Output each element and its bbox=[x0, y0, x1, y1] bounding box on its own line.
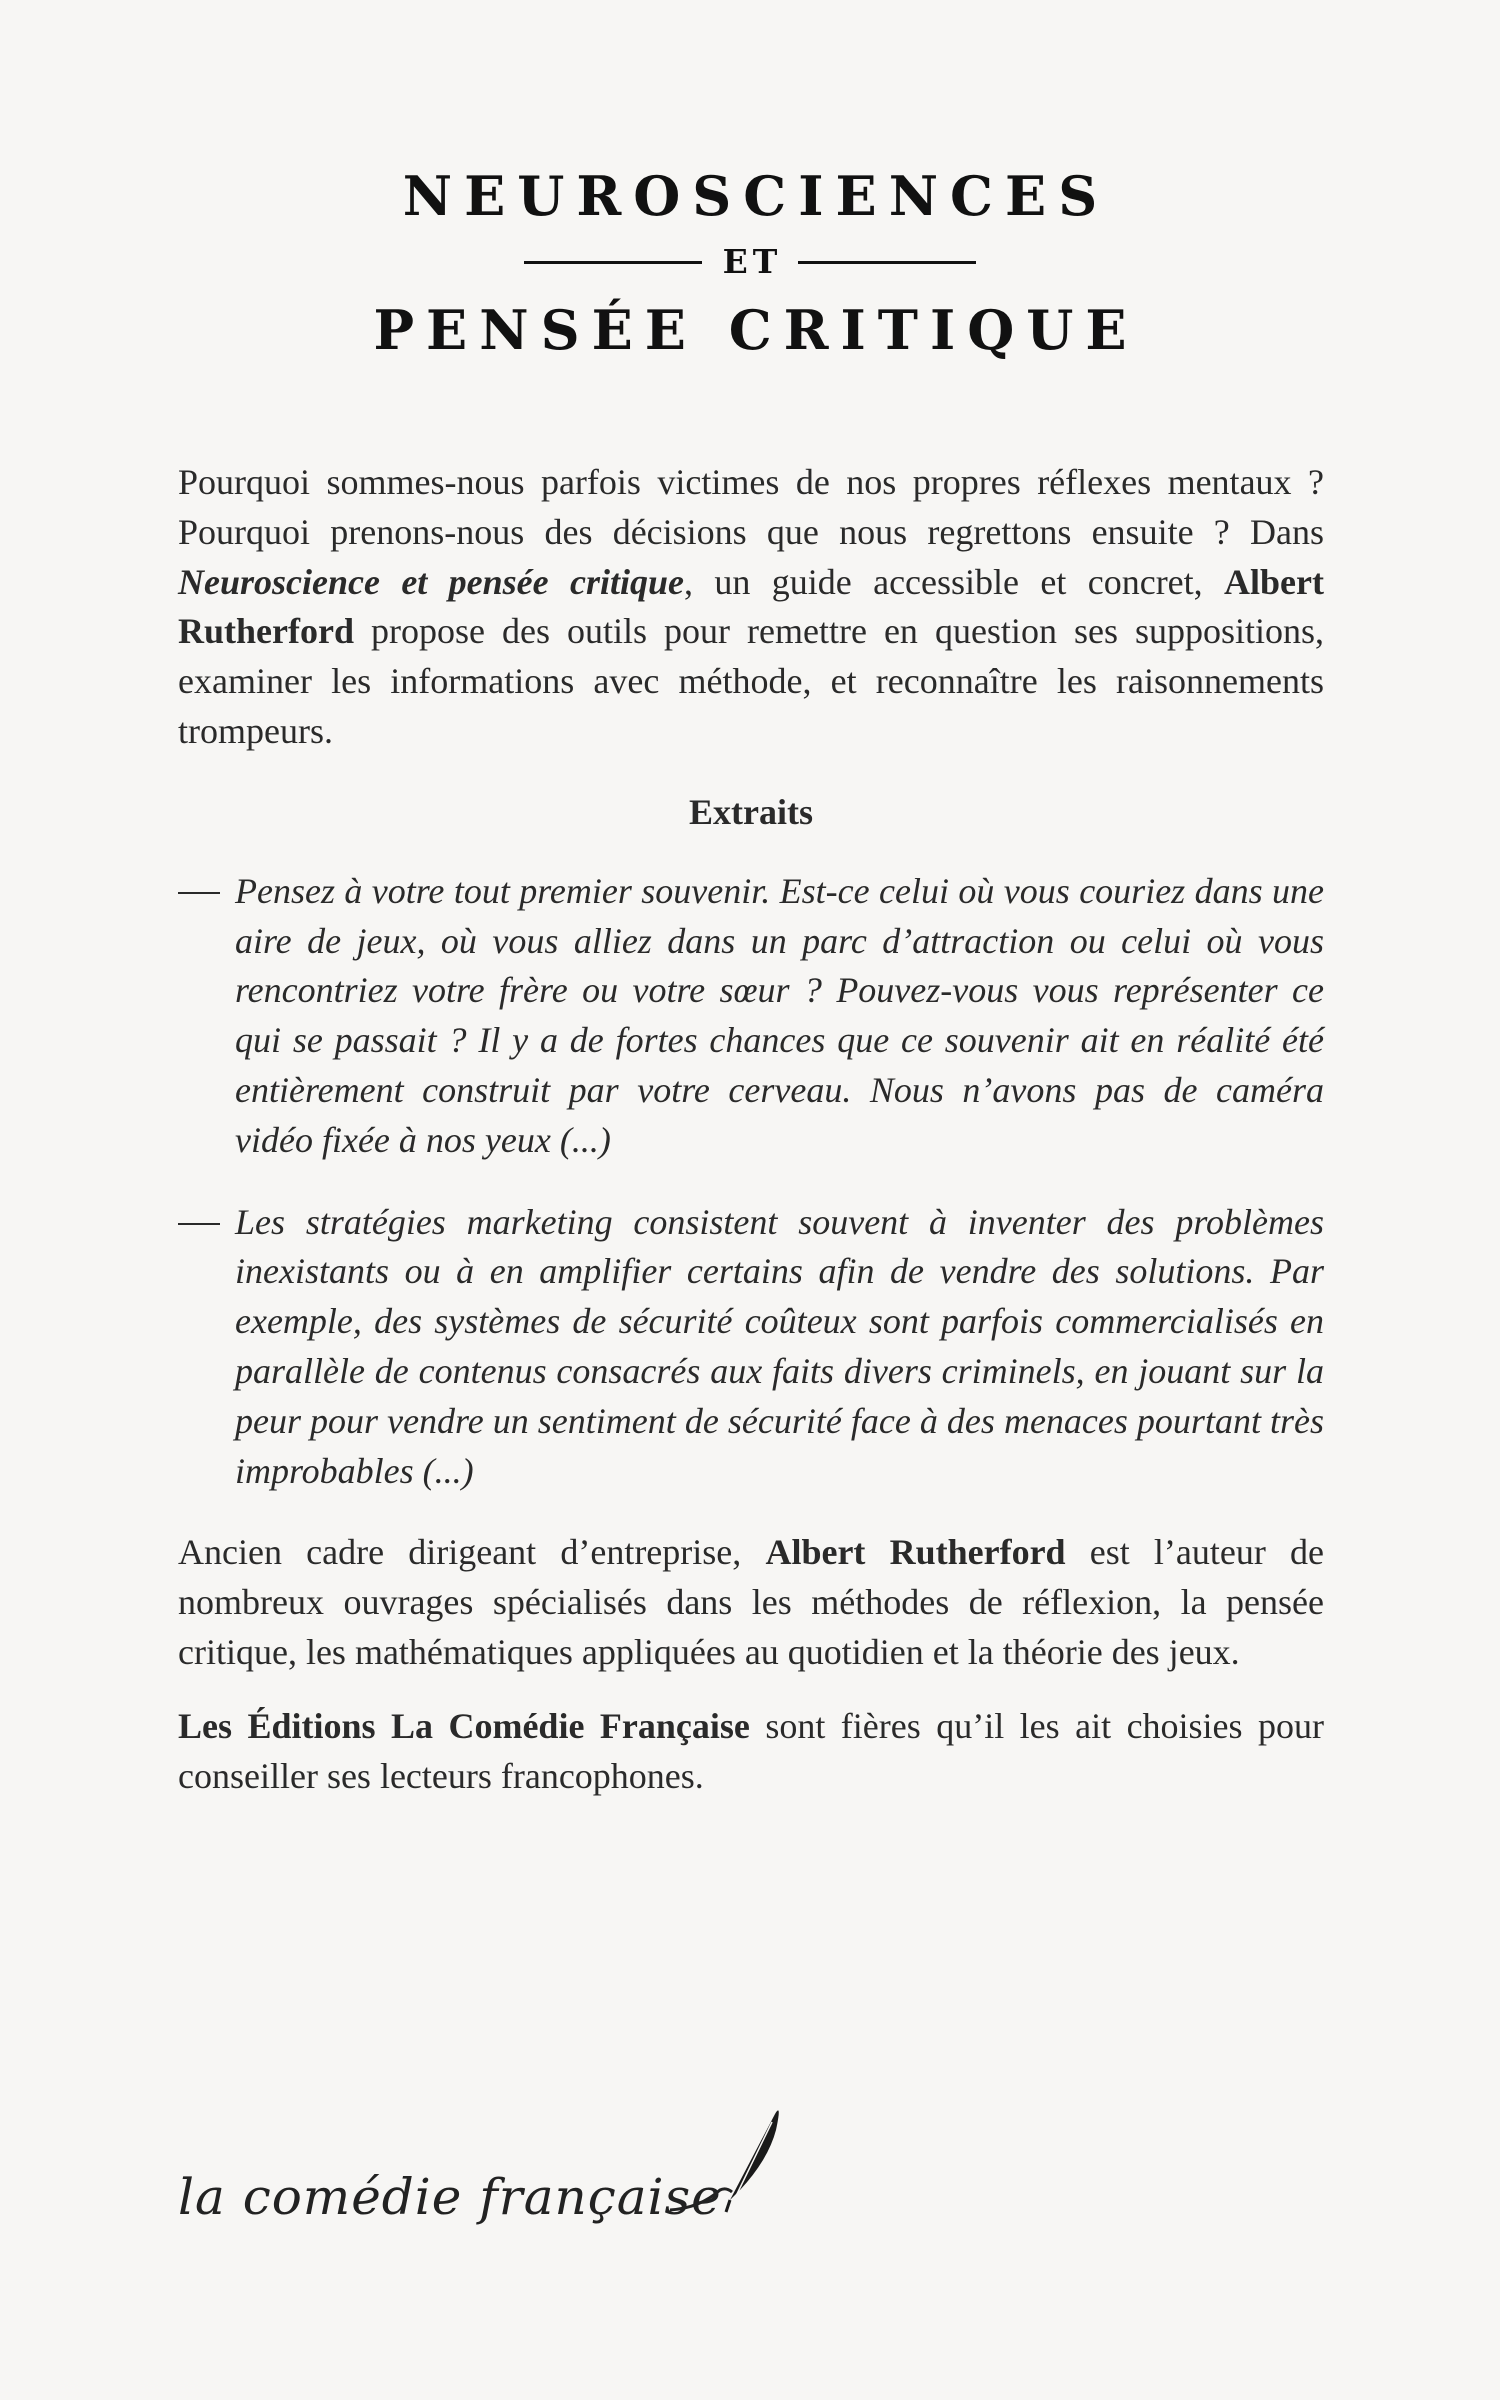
em-dash bbox=[178, 892, 220, 894]
publisher-logo bbox=[170, 2100, 790, 2280]
em-dash bbox=[178, 1223, 220, 1225]
extract-item bbox=[178, 1198, 1324, 1497]
cover-body bbox=[178, 458, 1324, 1801]
intro-text-1: Pourquoi sommes-nous parfois victimes de nos propres réflexes mentaux ? Pourquoi prenons-nous des décisions que nous regrettons ensuite ? Dans bbox=[178, 462, 1324, 552]
intro-text-3: propose des outils pour remettre en question ses suppositions, examiner les informations avec méthode, et reconnaître les raisonnements trompeurs. bbox=[178, 611, 1324, 751]
extracts-heading: Extraits bbox=[689, 791, 813, 832]
bio-author-name: Albert Rutherford bbox=[765, 1532, 1066, 1573]
author-name: Albert Rutherford bbox=[178, 561, 1324, 652]
publisher-text: sont fières qu’il les ait choisies pour conseiller ses lecteurs francophones. bbox=[178, 1705, 1325, 1796]
title-line-1: NEUROSCIENCES bbox=[402, 164, 1110, 228]
title-line-2: PENSÉE CRITIQUE bbox=[373, 298, 1139, 362]
publisher-note bbox=[178, 1702, 1324, 1802]
book-title bbox=[0, 150, 1500, 378]
extract-text: Pensez à votre tout premier souvenir. Est-ce celui où vous couriez dans une aire de jeux, où vous alliez dans un parc d’attraction ou celui où vous rencontriez votre frère ou votre sœur ? Pouvez-vous vous représenter ce qui se passait ? Il y a de fortes chances que ce souvenir ait en réalité été entièrement construit par votre cerveau. Nous n’avons pas de caméra vidéo fixée à nos yeux (...) bbox=[235, 870, 1324, 1160]
title-connector-row bbox=[0, 242, 1500, 282]
bio-text-2: est l’auteur de nombreux ouvrages spécialisés dans les méthodes de réflexion, la pensée critique, les mathématiques appliquées au quotidien et la théorie des jeux. bbox=[178, 1532, 1325, 1672]
quill-pen-icon bbox=[170, 2100, 790, 2280]
extract-text: Les stratégies marketing consistent souvent à inventer des problèmes inexistants ou à en amplifier certains afin de vendre des solutions. Par exemple, des systèmes de sécurité coûteux sont parfois commercialisés en parallèle de contenus consacrés aux faits divers criminels, en jouant sur la peur pour vendre un sentiment de sécurité face à des menaces pourtant très improbables (...) bbox=[235, 1201, 1324, 1491]
title-rule-left bbox=[524, 261, 702, 264]
intro-text-2: , un guide accessible et concret, bbox=[684, 561, 1225, 602]
title-connector: ET bbox=[722, 242, 783, 281]
extract-item bbox=[178, 867, 1324, 1166]
intro-paragraph bbox=[178, 458, 1324, 757]
author-bio bbox=[178, 1528, 1324, 1677]
logo-wordmark: la comédie française bbox=[178, 2168, 722, 2226]
book-title-inline: Neuroscience et pensée critique bbox=[178, 561, 685, 602]
publisher-name: Les Éditions La Comédie Française bbox=[178, 1705, 750, 1746]
title-rule-right bbox=[798, 261, 976, 264]
bio-text-1: Ancien cadre dirigeant d’entreprise, bbox=[178, 1532, 766, 1573]
